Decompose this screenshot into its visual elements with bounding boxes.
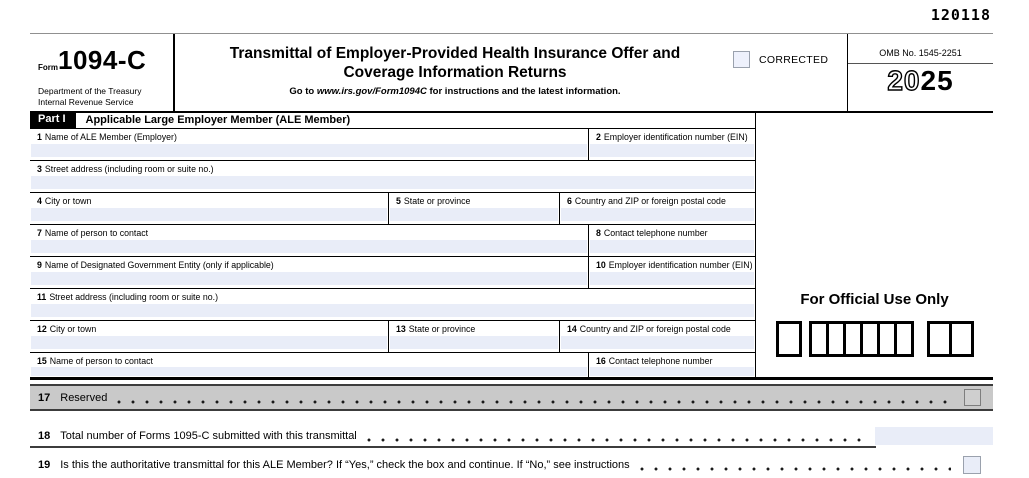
field-11-number: 11 xyxy=(37,292,47,302)
field-3-label: Street address (including room or suite no.) xyxy=(44,164,214,174)
line-17-reserved xyxy=(30,384,993,411)
table-row xyxy=(30,321,755,353)
form-header xyxy=(30,33,993,113)
goto-post-text: for instructions and the latest information. xyxy=(426,86,621,97)
field-1-label: Name of ALE Member (Employer) xyxy=(44,132,177,142)
field-5-number: 5 xyxy=(396,196,401,206)
line-18-number: 18 xyxy=(38,430,51,442)
field-3-cell xyxy=(30,161,755,192)
official-use-title: For Official Use Only xyxy=(800,291,949,308)
field-6-label: Country and ZIP or foreign postal code xyxy=(574,196,726,206)
part1-header-bar xyxy=(30,112,756,129)
field-6-input[interactable] xyxy=(561,208,754,221)
irs-url: www.irs.gov/Form1094C xyxy=(316,86,427,97)
field-15-number: 15 xyxy=(37,356,47,366)
form-word: Form xyxy=(38,63,58,72)
field-3-input[interactable] xyxy=(31,176,754,189)
field-11-cell xyxy=(30,289,755,320)
tax-year-century: 20 xyxy=(887,65,921,96)
field-10-number: 10 xyxy=(596,260,606,270)
field-10-cell xyxy=(589,257,755,288)
field-5-label: State or province xyxy=(403,196,471,206)
tax-year-decade: 25 xyxy=(920,65,954,96)
field-8-label: Contact telephone number xyxy=(603,228,708,238)
document-code: 120118 xyxy=(930,6,991,24)
field-1-cell xyxy=(30,129,589,160)
corrected-field xyxy=(733,51,828,68)
field-12-label: City or town xyxy=(49,324,97,334)
form-title-line1: Transmittal of Employer-Provided Health Insurance Offer and xyxy=(229,45,681,62)
form-title-line2: Coverage Information Returns xyxy=(343,64,567,81)
line-19-authoritative-transmittal xyxy=(30,454,993,476)
field-16-number: 16 xyxy=(596,356,606,366)
field-2-cell xyxy=(589,129,755,160)
field-4-label: City or town xyxy=(44,196,92,206)
field-12-number: 12 xyxy=(37,324,47,334)
official-use-box xyxy=(949,321,974,357)
table-row xyxy=(30,257,755,289)
field-15-label: Name of person to contact xyxy=(49,356,153,366)
line-18-total-forms xyxy=(30,425,993,447)
field-4-number: 4 xyxy=(37,196,42,206)
official-use-box xyxy=(776,321,802,357)
field-6-cell xyxy=(560,193,755,224)
field-9-input[interactable] xyxy=(31,272,587,285)
omb-number: OMB No. 1545-2251 xyxy=(848,34,993,64)
line-19-text: Is this the authoritative transmittal for this ALE Member? If “Yes,” check the box and continue. If “No,” see instructions xyxy=(60,459,630,471)
dot-leader xyxy=(640,467,951,471)
corrected-checkbox[interactable] xyxy=(733,51,750,68)
field-9-label: Name of Designated Government Entity (only if applicable) xyxy=(44,260,274,270)
field-11-input[interactable] xyxy=(31,304,754,317)
line-18-rule xyxy=(30,446,876,448)
field-13-cell xyxy=(389,321,560,352)
official-use-boxes xyxy=(756,321,993,357)
field-1-input[interactable] xyxy=(31,144,587,157)
field-7-cell xyxy=(30,225,589,256)
field-10-label: Employer identification number (EIN) xyxy=(608,260,753,270)
table-row xyxy=(30,225,755,257)
field-13-input[interactable] xyxy=(390,336,558,349)
line-19-number: 19 xyxy=(38,459,51,471)
field-8-input[interactable] xyxy=(590,240,754,253)
field-16-label: Contact telephone number xyxy=(608,356,713,366)
field-3-number: 3 xyxy=(37,164,42,174)
form-number: 1094-C xyxy=(58,45,147,75)
field-4-input[interactable] xyxy=(31,208,387,221)
field-7-input[interactable] xyxy=(31,240,587,253)
field-8-cell xyxy=(589,225,755,256)
field-16-input[interactable] xyxy=(590,367,754,376)
line-18-text: Total number of Forms 1095-C submitted with this transmittal xyxy=(60,430,357,442)
form-number-block xyxy=(30,34,175,111)
line-17-text: Reserved xyxy=(60,391,108,404)
table-row xyxy=(30,129,755,161)
form-title-block xyxy=(175,34,735,111)
ale-member-fields-table xyxy=(30,129,755,378)
official-use-box xyxy=(894,321,914,357)
field-15-input[interactable] xyxy=(31,367,587,376)
field-2-label: Employer identification number (EIN) xyxy=(603,132,748,142)
table-bottom-rule xyxy=(30,377,993,380)
field-9-number: 9 xyxy=(37,260,42,270)
field-1-number: 1 xyxy=(37,132,42,142)
tax-year xyxy=(848,66,993,96)
line-18-input[interactable] xyxy=(875,427,993,445)
field-5-cell xyxy=(389,193,560,224)
field-14-input[interactable] xyxy=(561,336,754,349)
corrected-label: CORRECTED xyxy=(759,53,829,66)
field-4-cell xyxy=(30,193,389,224)
line-17-checkbox[interactable] xyxy=(964,389,981,406)
table-row xyxy=(30,193,755,225)
field-11-label: Street address (including room or suite no.) xyxy=(49,292,218,302)
table-row xyxy=(30,161,755,193)
table-row xyxy=(30,289,755,321)
field-14-label: Country and ZIP or foreign postal code xyxy=(579,324,731,334)
field-7-label: Name of person to contact xyxy=(44,228,149,238)
field-9-cell xyxy=(30,257,589,288)
field-16-cell xyxy=(589,353,755,378)
field-14-number: 14 xyxy=(567,324,577,334)
field-8-number: 8 xyxy=(596,228,601,238)
field-15-cell xyxy=(30,353,589,378)
line-17-number: 17 xyxy=(38,391,51,404)
field-12-cell xyxy=(30,321,389,352)
field-13-number: 13 xyxy=(396,324,406,334)
field-6-number: 6 xyxy=(567,196,572,206)
field-13-label: State or province xyxy=(408,324,476,334)
part1-title: Applicable Large Employer Member (ALE Member) xyxy=(85,114,351,126)
part1-label: Part I xyxy=(30,112,76,128)
instructions-link-line xyxy=(175,86,735,97)
field-14-cell xyxy=(560,321,755,352)
table-row xyxy=(30,353,755,378)
field-12-input[interactable] xyxy=(31,336,387,349)
omb-block xyxy=(847,34,993,111)
field-5-input[interactable] xyxy=(390,208,558,221)
field-7-number: 7 xyxy=(37,228,42,238)
goto-pre-text: Go to xyxy=(289,86,317,97)
dot-leader xyxy=(367,438,863,442)
dept-line1: Department of the Treasury xyxy=(38,86,142,96)
dot-leader xyxy=(117,400,952,404)
field-10-input[interactable] xyxy=(590,272,754,285)
field-2-input[interactable] xyxy=(590,144,754,157)
official-use-panel xyxy=(755,111,993,377)
line-19-checkbox[interactable] xyxy=(963,456,981,474)
field-2-number: 2 xyxy=(596,132,601,142)
dept-line2: Internal Revenue Service xyxy=(38,96,134,107)
